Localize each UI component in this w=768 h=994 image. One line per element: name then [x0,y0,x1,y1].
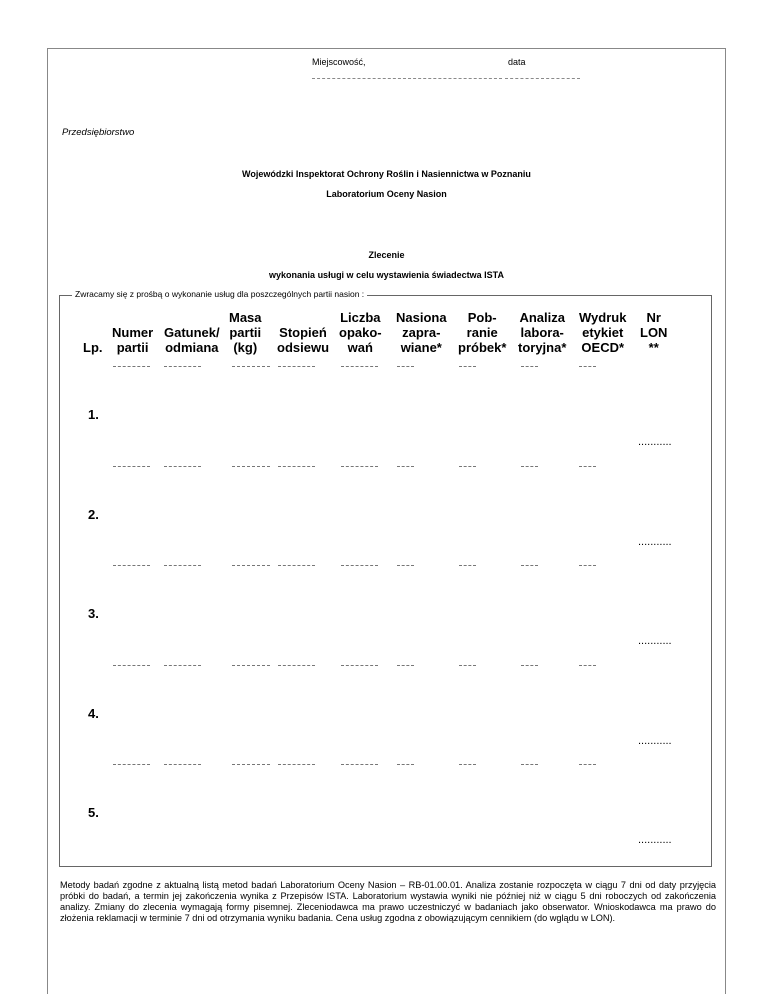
col-nr-lon: Nr LON ** [640,310,668,355]
document-title: Zlecenie [368,250,405,260]
row-3-gatunek-field[interactable] [164,565,201,566]
row-lon-field[interactable]: ........... [638,436,672,448]
row-1-gatunek-field[interactable] [164,366,201,367]
row-1-numer-field[interactable] [113,366,150,367]
document-subtitle: wykonania usługi w celu wystawienia świadectwa ISTA [269,270,504,280]
place-input-line[interactable] [312,78,502,79]
row-5-gatunek-field[interactable] [164,764,201,765]
row-1-liczba-field[interactable] [341,366,378,367]
row-number: 2. [88,506,99,522]
row-2-stopien-field[interactable] [278,466,315,467]
row-1-analiza-field[interactable] [521,366,538,367]
row-3-masa-field[interactable] [232,565,270,566]
row-4-nasiona-field[interactable] [397,665,414,666]
row-1-stopien-field[interactable] [278,366,315,367]
row-4-liczba-field[interactable] [341,665,378,666]
row-1-pobranie-field[interactable] [459,366,476,367]
row-lon-field[interactable]: ........... [638,834,672,846]
col-wydruk: Wydruk etykiet OECD* [579,310,627,355]
row-number: 3. [88,606,99,621]
row-4-analiza-field[interactable] [521,665,538,666]
institution-name: Wojewódzki Inspektorat Ochrony Roślin i Nasiennictwa w Poznaniu [242,169,531,179]
row-3-pobranie-field[interactable] [459,565,476,566]
laboratory-name: Laboratorium Oceny Nasion [326,189,447,199]
row-5-analiza-field[interactable] [521,764,538,765]
col-numer: Numer partii [112,325,154,355]
row-3-wydruk-field[interactable] [579,565,596,566]
col-pobranie: Pob- ranie próbek* [458,310,507,355]
row-5-masa-field[interactable] [232,764,270,765]
row-4-masa-field[interactable] [232,665,270,666]
row-4-wydruk-field[interactable] [579,665,596,666]
col-masa: Masa partii (kg) [229,310,262,355]
row-2-liczba-field[interactable] [341,466,378,467]
row-5-liczba-field[interactable] [341,764,378,765]
row-2-wydruk-field[interactable] [579,466,596,467]
date-input-line[interactable] [505,78,580,79]
row-1-masa-field[interactable] [232,366,270,367]
row-4-stopien-field[interactable] [278,665,315,666]
row-3-nasiona-field[interactable] [397,565,414,566]
row-lon-field[interactable]: ........... [638,635,672,647]
row-2-masa-field[interactable] [232,466,270,467]
row-3-analiza-field[interactable] [521,565,538,566]
date-label: data [508,57,526,67]
row-5-stopien-field[interactable] [278,764,315,765]
col-lp: Lp. [83,340,103,355]
row-3-liczba-field[interactable] [341,565,378,566]
col-stopien: Stopień odsiewu [277,325,330,355]
company-label: Przedsiębiorstwo [62,127,135,138]
row-1-wydruk-field[interactable] [579,366,596,367]
row-lon-field[interactable]: ........... [638,535,672,548]
row-number: 5. [88,805,99,820]
row-3-numer-field[interactable] [113,565,150,566]
row-1-nasiona-field[interactable] [397,366,414,367]
row-number: 1. [88,407,99,422]
col-gatunek: Gatunek/ odmiana [164,325,220,355]
row-3-stopien-field[interactable] [278,565,315,566]
row-5-nasiona-field[interactable] [397,764,414,765]
order-table [59,295,712,867]
row-4-numer-field[interactable] [113,665,150,666]
footer-note: Metody badań zgodne z aktualną listą metod badań Laboratorium Oceny Nasion – RB-01.00.01. Analiza zostanie rozpoczęta w ciągu 7 dni od daty przyjęcia próbki do badań, a termin jej zakończenia wynika z Przepisów ISTA. Laboratorium wystawia wyniki nie później niż w ciągu 5 dni roboczych od zakończenia analizy. Zmiany do zlecenia wymagają formy pisemnej. Zleceniodawca ma prawo uczestniczyć w badaniach jako obserwator. Wnioskodawca ma prawo do złożenia reklamacji w terminie 7 dni od otrzymania wyniku badania. Cena usług zgodna z obowiązującym cennikiem (do wglądu w LON). [60,880,716,923]
row-4-pobranie-field[interactable] [459,665,476,666]
row-5-numer-field[interactable] [113,764,150,765]
col-nasiona: Nasiona zapra- wiane* [396,310,447,355]
col-analiza: Analiza labora- toryjna* [518,310,567,355]
place-label: Miejscowość, [312,57,366,67]
row-5-wydruk-field[interactable] [579,764,596,765]
col-liczba: Liczba opako- wań [339,310,382,355]
row-2-analiza-field[interactable] [521,466,538,467]
row-4-gatunek-field[interactable] [164,665,201,666]
row-2-numer-field[interactable] [113,466,150,467]
row-lon-field[interactable]: ........... [638,734,672,747]
row-2-nasiona-field[interactable] [397,466,414,467]
table-legend: Zwracamy się z prośbą o wykonanie usług dla poszczególnych partii nasion : [72,289,367,299]
row-number: 4. [88,705,99,721]
row-2-gatunek-field[interactable] [164,466,201,467]
row-2-pobranie-field[interactable] [459,466,476,467]
row-5-pobranie-field[interactable] [459,764,476,765]
